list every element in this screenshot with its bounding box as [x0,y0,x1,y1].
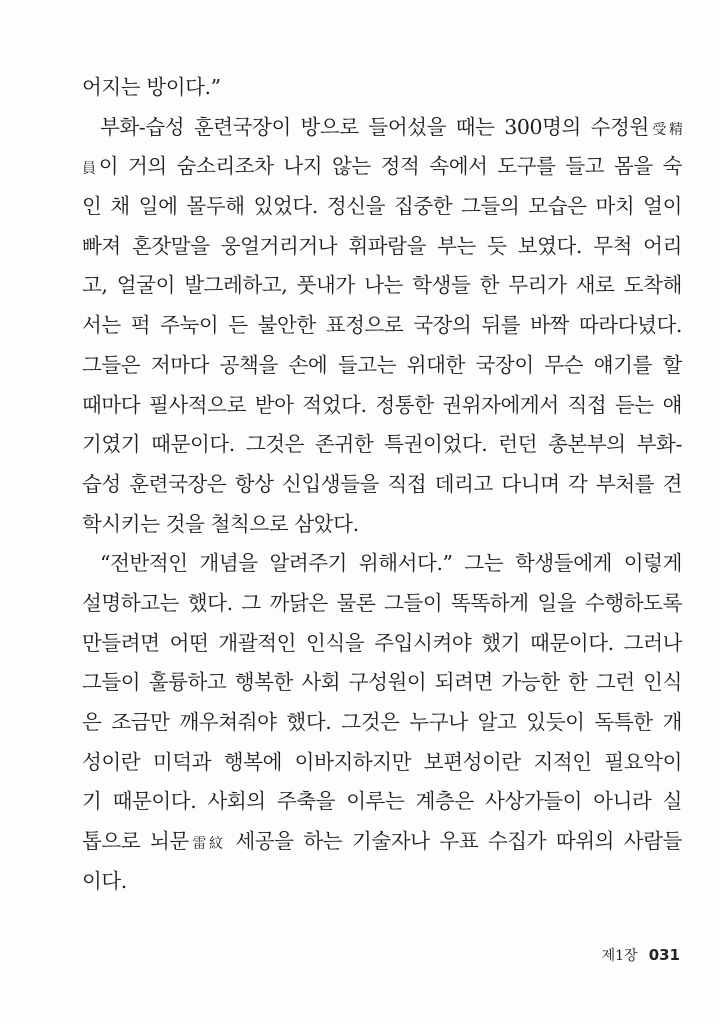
text-line [82,822,682,862]
hanja-annotation: 雷紋 [188,836,226,853]
hanja-annotation: 受精 [648,121,683,138]
text-line: 그들이 훌륭하고 행복한 사회 구성원이 되려면 가능한 한 그런 인식 [82,670,682,695]
text-line: 학시키는 것을 철칙으로 삼았다. [82,511,359,536]
text-line [82,68,682,108]
text-line: 서는 퍽 주눅이 든 불안한 표정으로 국장의 뒤를 바짝 따라다녔다. [82,313,682,338]
text-line: 그들은 저마다 공책을 손에 들고는 위대한 국장이 무슨 얘기를 할 [82,352,682,377]
text-line: 설명하고는 했다. 그 까닭은 물론 그들이 똑똑하게 일을 수행하도록 [82,590,682,615]
chapter-label: 제1장 [601,948,638,964]
body-text [82,68,682,901]
text-line: 만들려면 어떤 개괄적인 인식을 주입시켜야 했기 때문이다. 그러나 [82,630,682,655]
text-line-content: 세공을 하는 기술자나 우표 수집가 따위의 사람들 [225,829,683,854]
text-line-content: 이 거의 숨소리조차 나지 않는 정적 속에서 도구를 들고 몸을 숙 [98,154,683,179]
text-line [82,147,682,187]
page-footer [602,945,680,965]
text-line: 기 때문이다. 사회의 주축을 이루는 계층은 사상가들이 아니라 실 [82,789,682,814]
text-line: 고, 얼굴이 발그레하고, 풋내가 나는 학생들 한 무리가 새로 도착해 [82,273,682,298]
text-line: 기였기 때문이다. 그것은 존귀한 특권이었다. 런던 총본부의 부화- [82,432,682,457]
text-line-content: 톱으로 뇌문 [82,829,189,854]
text-line: 은 조금만 깨우쳐줘야 했다. 그것은 누구나 알고 있듯이 독특한 개 [82,710,682,734]
text-line: “전반적인 개념을 알려주기 위해서다.” 그는 학생들에게 이렇게 [100,551,682,576]
hanja-annotation: 員 [82,161,99,178]
text-line: 이다. [82,868,127,893]
text-line: 습성 훈련국장은 항상 신입생들을 직접 데리고 다니며 각 부처를 견 [82,471,682,496]
text-line-content: 어지는 방이다.” [82,75,221,99]
text-line [82,108,682,148]
text-line: 인 채 일에 몰두해 있었다. 정신을 집중한 그들의 모습은 마치 얼이 [82,194,682,219]
page-number: 031 [648,946,680,964]
text-line-content: 부화-습성 훈련국장이 방으로 들어섰을 때는 300명의 수정원 [100,114,649,139]
text-line: 때마다 필사적으로 받아 적었다. 정통한 권위자에게서 직접 듣는 얘 [82,392,682,417]
text-line: 빠져 혼잣말을 웅얼거리거나 휘파람을 부는 듯 보였다. 무척 어리 [82,233,682,258]
text-line: 성이란 미덕과 행복에 이바지하지만 보편성이란 지적인 필요악이 [82,749,682,774]
